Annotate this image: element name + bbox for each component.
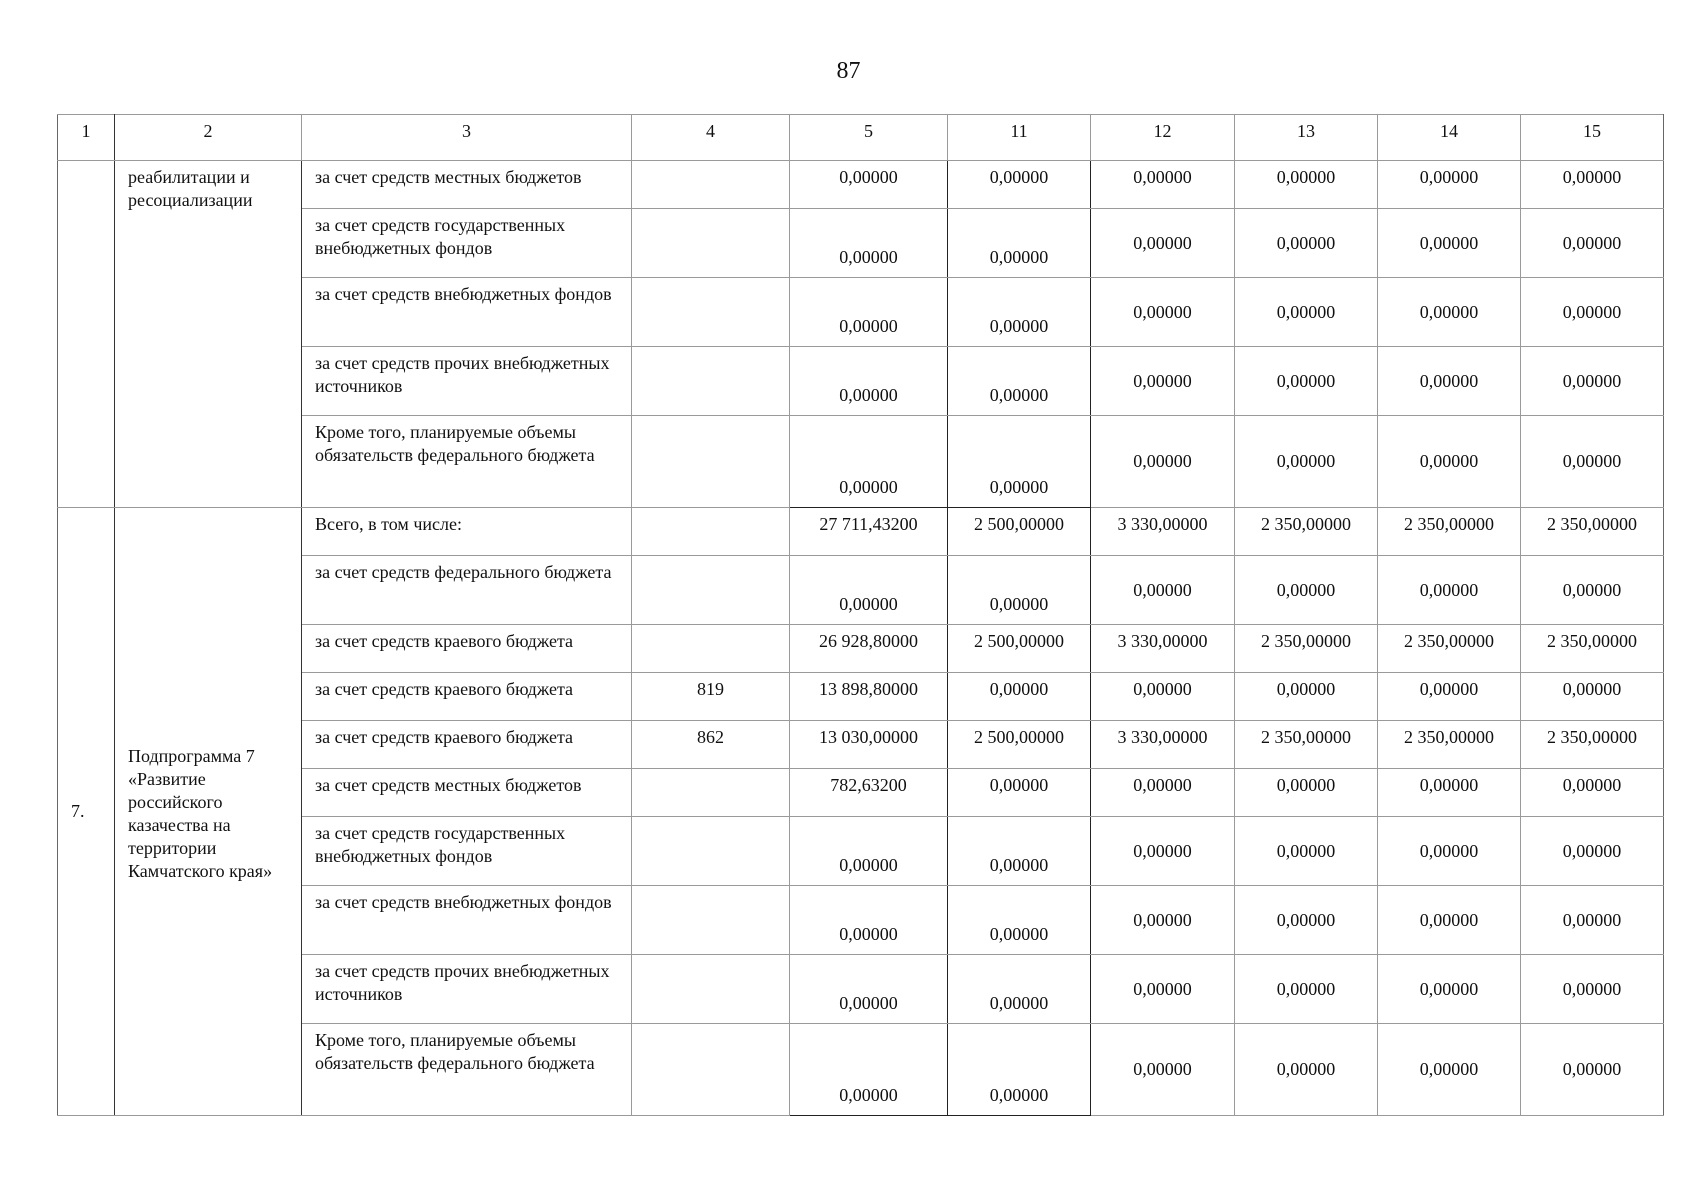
amount-cell: 0,00000 bbox=[948, 209, 1091, 278]
header-cell: 15 bbox=[1521, 115, 1664, 161]
amount-cell: 0,00000 bbox=[1091, 209, 1235, 278]
header-cell: 2 bbox=[115, 115, 302, 161]
amount-cell: 0,00000 bbox=[1521, 416, 1664, 508]
amount-cell: 0,00000 bbox=[1521, 347, 1664, 416]
amount-cell: 0,00000 bbox=[948, 1024, 1091, 1116]
amount-cell: 0,00000 bbox=[1521, 769, 1664, 817]
amount-cell: 0,00000 bbox=[948, 347, 1091, 416]
table-row bbox=[58, 508, 1664, 556]
amount-cell: 0,00000 bbox=[1091, 955, 1235, 1024]
budget-code bbox=[632, 955, 790, 1024]
amount-cell: 0,00000 bbox=[790, 347, 948, 416]
amount-cell: 0,00000 bbox=[1091, 673, 1235, 721]
amount-cell: 2 350,00000 bbox=[1378, 721, 1521, 769]
amount-cell: 2 350,00000 bbox=[1521, 508, 1664, 556]
funding-source: Кроме того, планируемые объемы обязательств федерального бюджета bbox=[302, 1024, 632, 1116]
amount-cell: 0,00000 bbox=[790, 416, 948, 508]
amount-cell: 26 928,80000 bbox=[790, 625, 948, 673]
amount-cell: 0,00000 bbox=[948, 817, 1091, 886]
amount-cell: 0,00000 bbox=[948, 673, 1091, 721]
amount-cell: 0,00000 bbox=[1521, 161, 1664, 209]
funding-source: Всего, в том числе: bbox=[302, 508, 632, 556]
funding-source: за счет средств прочих внебюджетных источников bbox=[302, 347, 632, 416]
budget-code bbox=[632, 347, 790, 416]
funding-source: за счет средств внебюджетных фондов bbox=[302, 886, 632, 955]
amount-cell: 0,00000 bbox=[1235, 769, 1378, 817]
amount-cell: 0,00000 bbox=[1521, 673, 1664, 721]
amount-cell: 0,00000 bbox=[790, 1024, 948, 1116]
amount-cell: 0,00000 bbox=[790, 278, 948, 347]
amount-cell: 0,00000 bbox=[1235, 673, 1378, 721]
budget-code bbox=[632, 1024, 790, 1116]
amount-cell: 2 350,00000 bbox=[1235, 721, 1378, 769]
table-row bbox=[58, 161, 1664, 209]
amount-cell: 0,00000 bbox=[1521, 886, 1664, 955]
amount-cell: 0,00000 bbox=[1235, 886, 1378, 955]
amount-cell: 0,00000 bbox=[948, 556, 1091, 625]
amount-cell: 2 350,00000 bbox=[1378, 625, 1521, 673]
funding-source: за счет средств краевого бюджета bbox=[302, 721, 632, 769]
amount-cell: 0,00000 bbox=[948, 161, 1091, 209]
amount-cell: 0,00000 bbox=[1091, 817, 1235, 886]
amount-cell: 0,00000 bbox=[790, 556, 948, 625]
amount-cell: 0,00000 bbox=[1235, 817, 1378, 886]
amount-cell: 3 330,00000 bbox=[1091, 508, 1235, 556]
page-number: 87 bbox=[836, 58, 861, 84]
amount-cell: 0,00000 bbox=[1235, 955, 1378, 1024]
amount-cell: 0,00000 bbox=[1235, 209, 1378, 278]
amount-cell: 0,00000 bbox=[1378, 209, 1521, 278]
amount-cell: 0,00000 bbox=[1378, 955, 1521, 1024]
funding-source: за счет средств внебюджетных фондов bbox=[302, 278, 632, 347]
amount-cell: 782,63200 bbox=[790, 769, 948, 817]
amount-cell: 2 500,00000 bbox=[948, 721, 1091, 769]
amount-cell: 2 350,00000 bbox=[1521, 721, 1664, 769]
funding-source: за счет средств государственных внебюджетных фондов bbox=[302, 209, 632, 278]
amount-cell: 0,00000 bbox=[1378, 673, 1521, 721]
amount-cell: 0,00000 bbox=[1091, 278, 1235, 347]
amount-cell: 0,00000 bbox=[1091, 347, 1235, 416]
amount-cell: 13 030,00000 bbox=[790, 721, 948, 769]
amount-cell: 0,00000 bbox=[1521, 1024, 1664, 1116]
budget-code bbox=[632, 556, 790, 625]
amount-cell: 0,00000 bbox=[1235, 278, 1378, 347]
header-cell: 14 bbox=[1378, 115, 1521, 161]
budget-table bbox=[57, 114, 1664, 1116]
header-cell: 13 bbox=[1235, 115, 1378, 161]
header-cell: 5 bbox=[790, 115, 948, 161]
header-cell: 11 bbox=[948, 115, 1091, 161]
amount-cell: 0,00000 bbox=[790, 955, 948, 1024]
section-name: реабилитации и ресоциализации bbox=[115, 161, 302, 508]
amount-cell: 0,00000 bbox=[1378, 556, 1521, 625]
section-number bbox=[58, 161, 115, 508]
funding-source: за счет средств местных бюджетов bbox=[302, 161, 632, 209]
amount-cell: 2 500,00000 bbox=[948, 625, 1091, 673]
funding-source: за счет средств краевого бюджета bbox=[302, 673, 632, 721]
amount-cell: 0,00000 bbox=[1091, 769, 1235, 817]
budget-code bbox=[632, 886, 790, 955]
amount-cell: 0,00000 bbox=[1378, 769, 1521, 817]
amount-cell: 0,00000 bbox=[1235, 556, 1378, 625]
funding-source: за счет средств прочих внебюджетных источников bbox=[302, 955, 632, 1024]
header-cell: 4 bbox=[632, 115, 790, 161]
budget-code bbox=[632, 508, 790, 556]
funding-source: за счет средств краевого бюджета bbox=[302, 625, 632, 673]
amount-cell: 0,00000 bbox=[1521, 556, 1664, 625]
amount-cell: 0,00000 bbox=[1521, 817, 1664, 886]
budget-code bbox=[632, 278, 790, 347]
amount-cell: 0,00000 bbox=[1378, 347, 1521, 416]
amount-cell: 0,00000 bbox=[1521, 955, 1664, 1024]
amount-cell: 2 500,00000 bbox=[948, 508, 1091, 556]
amount-cell: 0,00000 bbox=[1378, 416, 1521, 508]
amount-cell: 3 330,00000 bbox=[1091, 625, 1235, 673]
budget-code bbox=[632, 416, 790, 508]
amount-cell: 0,00000 bbox=[948, 886, 1091, 955]
amount-cell: 0,00000 bbox=[1235, 161, 1378, 209]
amount-cell: 2 350,00000 bbox=[1378, 508, 1521, 556]
section-number: 7. bbox=[58, 508, 115, 1116]
amount-cell: 0,00000 bbox=[1091, 1024, 1235, 1116]
amount-cell: 2 350,00000 bbox=[1235, 625, 1378, 673]
amount-cell: 0,00000 bbox=[1378, 1024, 1521, 1116]
budget-code bbox=[632, 209, 790, 278]
funding-source: за счет средств государственных внебюджетных фондов bbox=[302, 817, 632, 886]
amount-cell: 0,00000 bbox=[1235, 416, 1378, 508]
funding-source: Кроме того, планируемые объемы обязательств федерального бюджета bbox=[302, 416, 632, 508]
amount-cell: 0,00000 bbox=[1378, 886, 1521, 955]
amount-cell: 0,00000 bbox=[1091, 161, 1235, 209]
amount-cell: 13 898,80000 bbox=[790, 673, 948, 721]
funding-source: за счет средств федерального бюджета bbox=[302, 556, 632, 625]
budget-code bbox=[632, 625, 790, 673]
amount-cell: 0,00000 bbox=[948, 278, 1091, 347]
amount-cell: 0,00000 bbox=[1378, 278, 1521, 347]
budget-code: 819 bbox=[632, 673, 790, 721]
amount-cell: 0,00000 bbox=[1521, 209, 1664, 278]
amount-cell: 0,00000 bbox=[790, 161, 948, 209]
amount-cell: 0,00000 bbox=[1378, 161, 1521, 209]
budget-code: 862 bbox=[632, 721, 790, 769]
budget-code bbox=[632, 161, 790, 209]
amount-cell: 0,00000 bbox=[1235, 347, 1378, 416]
amount-cell: 27 711,43200 bbox=[790, 508, 948, 556]
section-name: Подпрограмма 7 «Развитие российского казачества на территории Камчатского края» bbox=[115, 508, 302, 1116]
amount-cell: 0,00000 bbox=[790, 886, 948, 955]
amount-cell: 2 350,00000 bbox=[1521, 625, 1664, 673]
budget-code bbox=[632, 817, 790, 886]
funding-source: за счет средств местных бюджетов bbox=[302, 769, 632, 817]
amount-cell: 0,00000 bbox=[1378, 817, 1521, 886]
amount-cell: 2 350,00000 bbox=[1235, 508, 1378, 556]
amount-cell: 0,00000 bbox=[1091, 556, 1235, 625]
header-cell: 1 bbox=[58, 115, 115, 161]
amount-cell: 0,00000 bbox=[790, 817, 948, 886]
amount-cell: 0,00000 bbox=[1235, 1024, 1378, 1116]
header-cell: 3 bbox=[302, 115, 632, 161]
amount-cell: 0,00000 bbox=[1091, 886, 1235, 955]
amount-cell: 0,00000 bbox=[1091, 416, 1235, 508]
budget-code bbox=[632, 769, 790, 817]
amount-cell: 0,00000 bbox=[1521, 278, 1664, 347]
header-row bbox=[58, 115, 1664, 161]
amount-cell: 0,00000 bbox=[948, 955, 1091, 1024]
amount-cell: 0,00000 bbox=[948, 416, 1091, 508]
amount-cell: 3 330,00000 bbox=[1091, 721, 1235, 769]
amount-cell: 0,00000 bbox=[948, 769, 1091, 817]
header-cell: 12 bbox=[1091, 115, 1235, 161]
amount-cell: 0,00000 bbox=[790, 209, 948, 278]
